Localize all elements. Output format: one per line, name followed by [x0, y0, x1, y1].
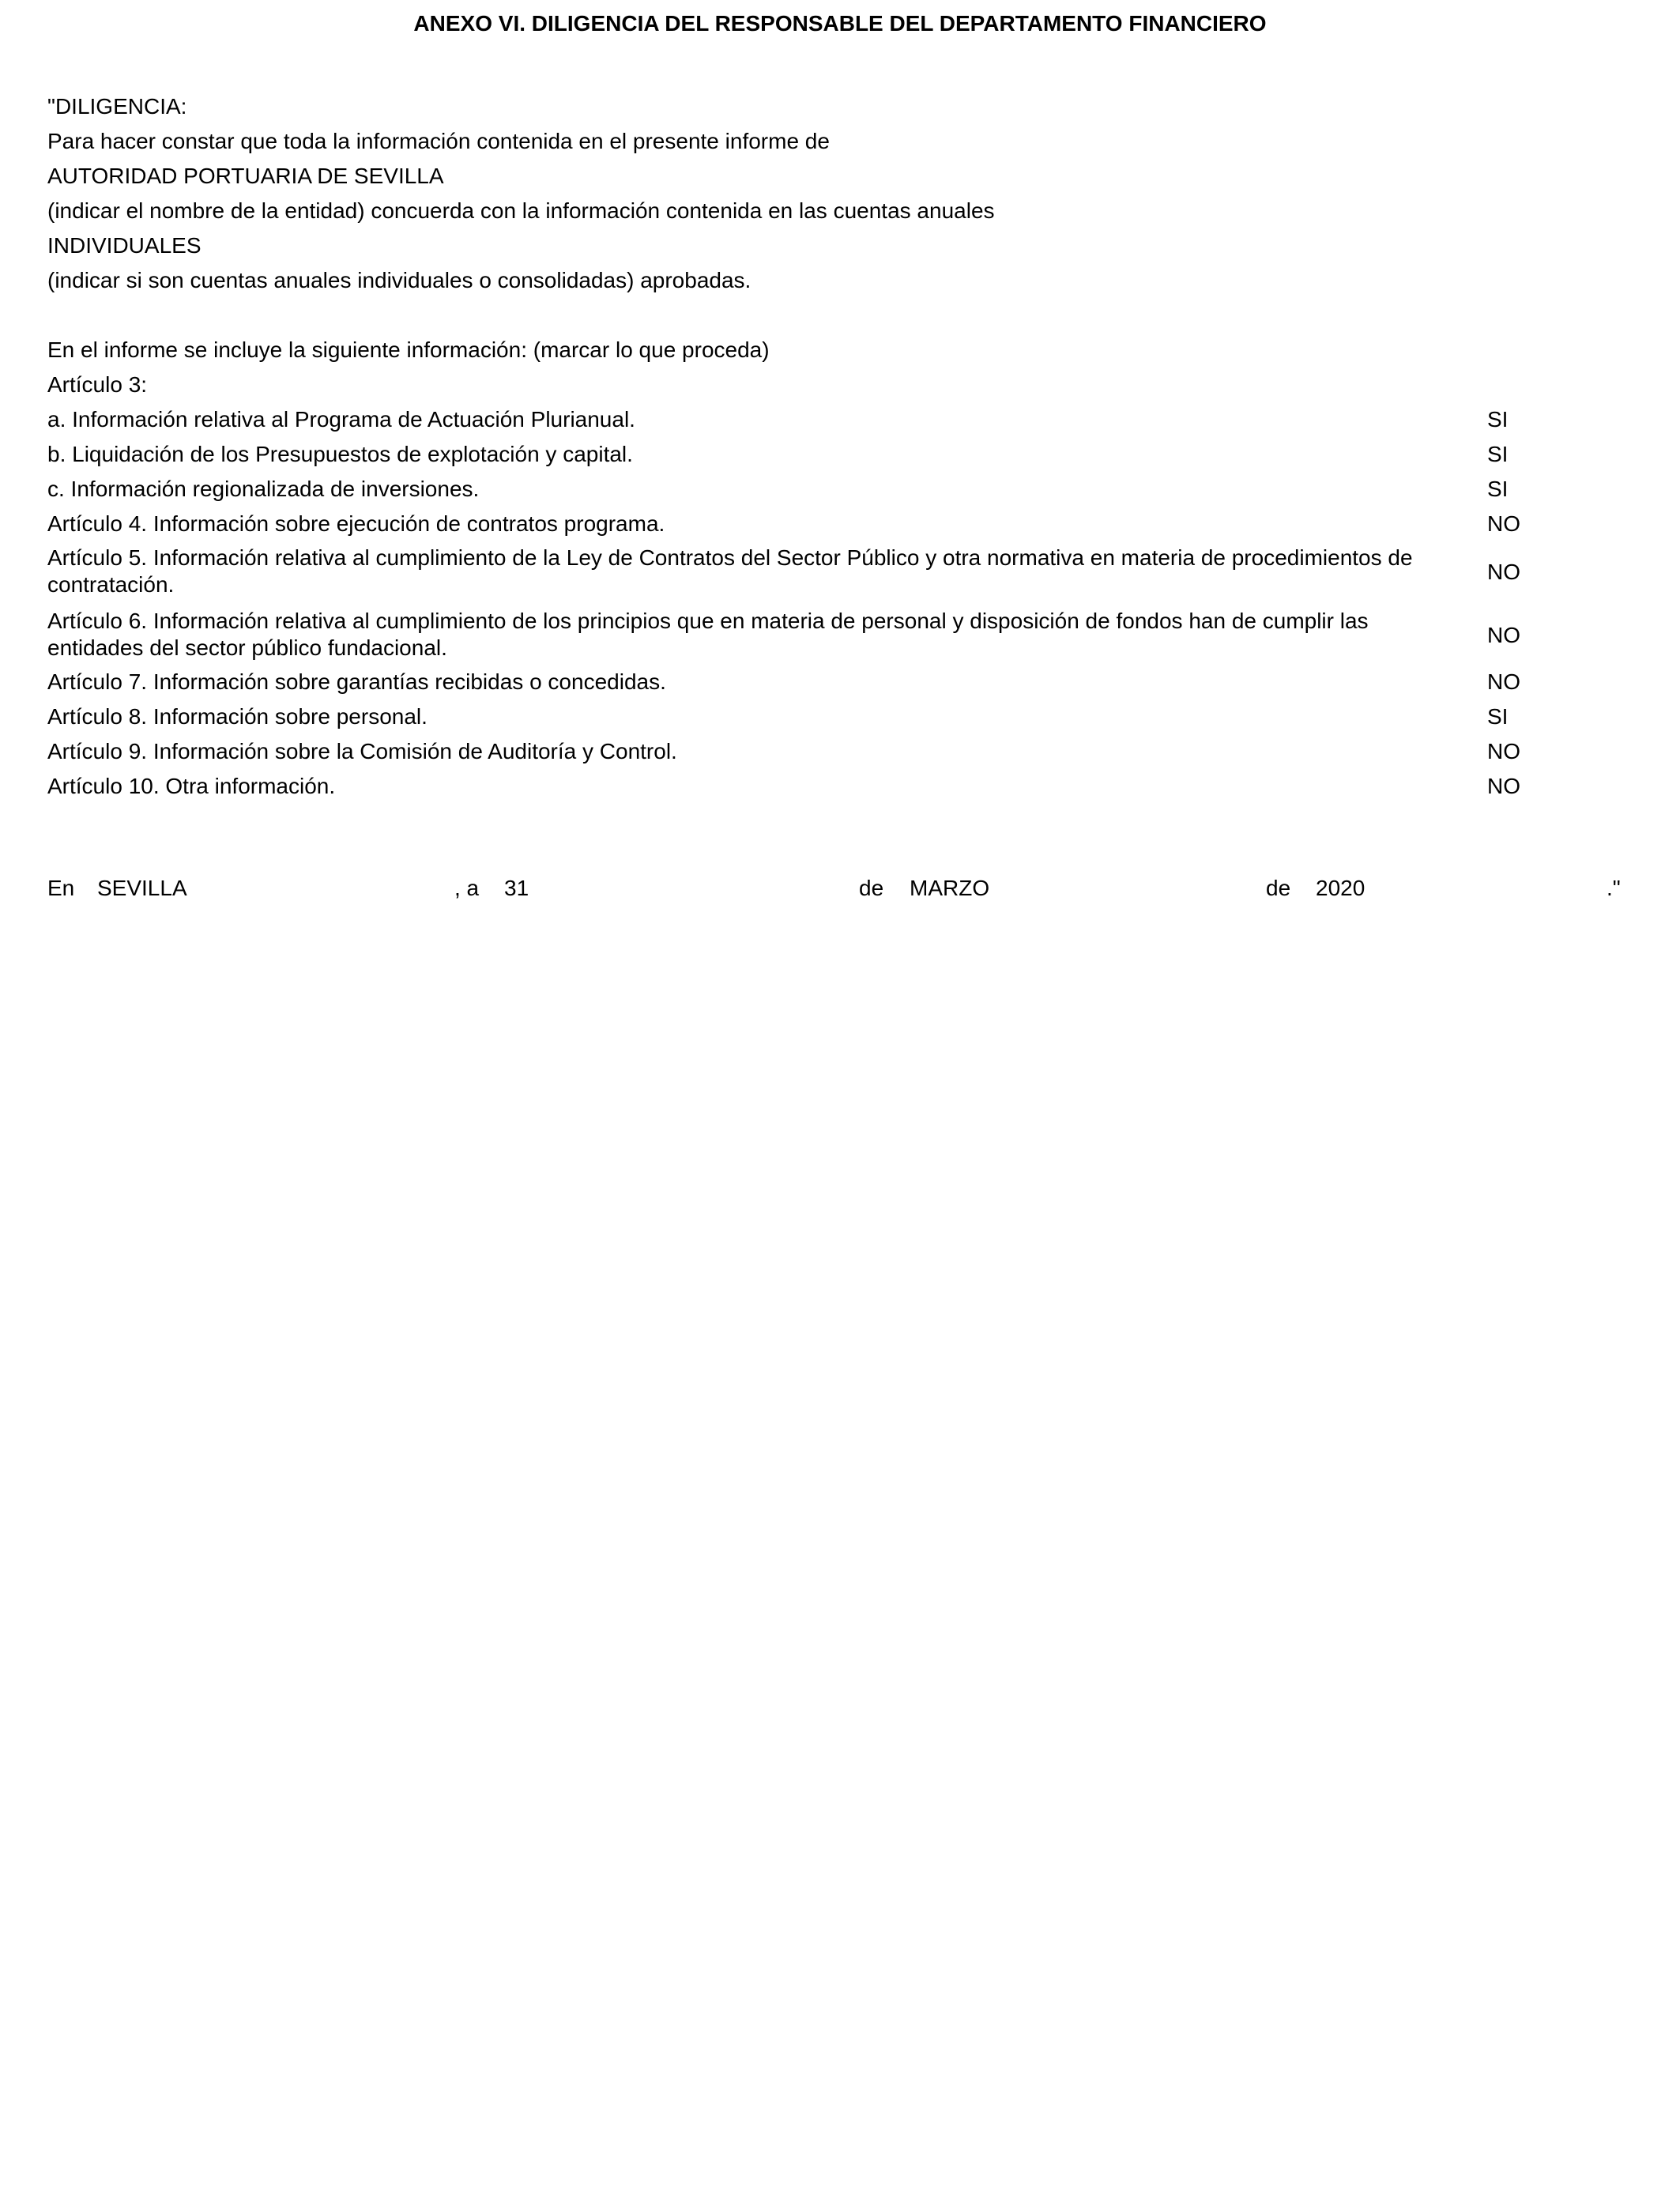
- item-answer: NO: [1487, 511, 1520, 536]
- section-intro: En el informe se incluye la siguiente información: (marcar lo que proceda): [47, 337, 770, 362]
- item-answer: NO: [1487, 774, 1520, 798]
- item-text: c. Información regionalizada de inversiones.: [47, 477, 480, 501]
- footer-end: .": [1607, 876, 1621, 900]
- item-answer: SI: [1487, 407, 1509, 432]
- item-text: Artículo 6. Información relativa al cumplimiento de los principios que en materia de personal y disposición de fondos han de cumplir las entidades del sector público fundacional.: [47, 609, 1369, 660]
- item-text: Artículo 8. Información sobre personal.: [47, 704, 428, 729]
- footer-year: 2020: [1316, 876, 1365, 900]
- document-title: ANEXO VI. DILIGENCIA DEL RESPONSABLE DEL DEPARTAMENTO FINANCIERO: [413, 11, 1267, 36]
- footer-de-2: de: [1266, 876, 1291, 900]
- item-text: b. Liquidación de los Presupuestos de explotación y capital.: [47, 442, 633, 466]
- intro-line-2: (indicar el nombre de la entidad) concuerda con la información contenida en las cuentas anuales: [47, 198, 995, 223]
- intro-line-3: (indicar si son cuentas anuales individuales o consolidadas) aprobadas.: [47, 268, 751, 292]
- item-text: Artículo 10. Otra información.: [47, 774, 336, 798]
- item-text: a. Información relativa al Programa de Actuación Plurianual.: [47, 407, 635, 432]
- item-answer: SI: [1487, 442, 1509, 466]
- item-text: Artículo 7. Información sobre garantías recibidas o concedidas.: [47, 669, 666, 694]
- footer-en: En: [47, 876, 75, 900]
- item-answer: NO: [1487, 560, 1520, 584]
- accounts-type: INDIVIDUALES: [47, 233, 202, 258]
- item-text: Artículo 9. Información sobre la Comisión de Auditoría y Control.: [47, 739, 677, 763]
- item-answer: NO: [1487, 669, 1520, 694]
- item-answer: NO: [1487, 623, 1520, 647]
- footer-a: , a: [454, 876, 480, 900]
- footer-de-1: de: [859, 876, 884, 900]
- article-3-heading: Artículo 3:: [47, 372, 148, 397]
- item-answer: SI: [1487, 477, 1509, 501]
- footer-city: SEVILLA: [97, 876, 187, 900]
- intro-line-1: Para hacer constar que toda la información contenida en el presente informe de: [47, 129, 830, 153]
- item-text: Artículo 5. Información relativa al cumplimiento de la Ley de Contratos del Sector Público y otra normativa en materia de procedimientos de contratación.: [47, 545, 1413, 597]
- item-text: Artículo 4. Información sobre ejecución de contratos programa.: [47, 511, 665, 536]
- footer-month: MARZO: [910, 876, 990, 900]
- item-answer: SI: [1487, 704, 1509, 729]
- item-answer: NO: [1487, 739, 1520, 763]
- entity-name: AUTORIDAD PORTUARIA DE SEVILLA: [47, 164, 444, 188]
- diligencia-label: "DILIGENCIA:: [47, 94, 187, 119]
- footer-day: 31: [504, 876, 529, 900]
